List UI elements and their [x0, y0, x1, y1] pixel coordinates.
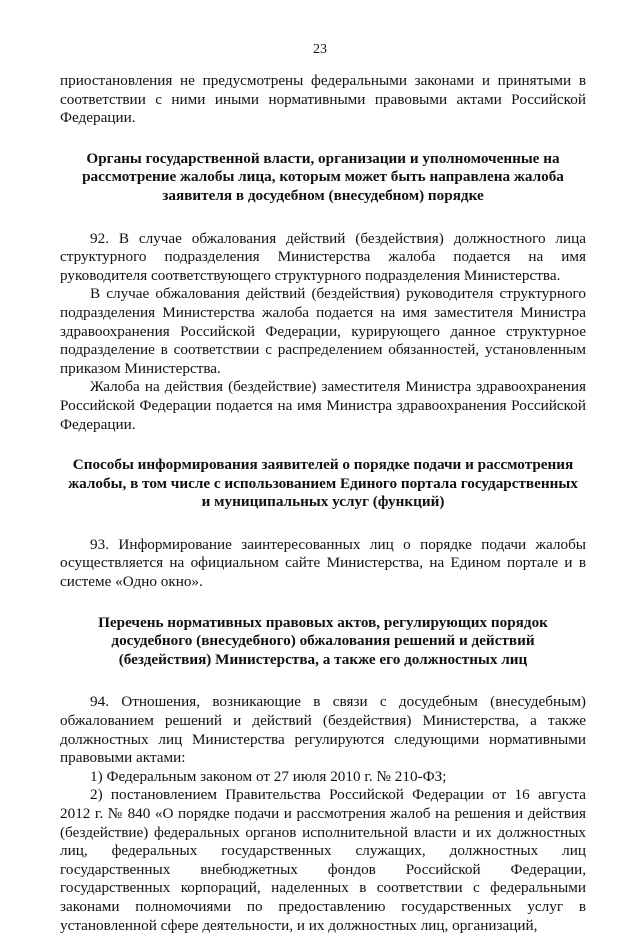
paragraph-92: 92. В случае обжалования действий (бездействия) должностного лица структурного подразделения Министерства жалоба подается на имя руководителя соответствующего структурного подразделения Министерства.	[60, 229, 586, 284]
paragraph-continuation: приостановления не предусмотрены федеральными законами и принятыми в соответствии с ними иными нормативными правовыми актами Российской Федерации.	[60, 72, 586, 127]
list-item-1: 1) Федеральным законом от 27 июля 2010 г. № 210-ФЗ;	[90, 767, 447, 785]
list-item-2: 2) постановлением Правительства Российской Федерации от 16 августа 2012 г. № 840 «О порядке подачи и рассмотрения жалоб на решения и действия (бездействие) федеральных органов исполнительной власти и их должностных лиц, федеральных государственных служащих, должностных лиц государственных внебюджетных фондов Российской Федерации, государственных корпораций, наделенных в соответствии с федеральными законами полномочиями по предоставлению государственных услуг в установленной сфере деятельности, и их должностных лиц, организаций,	[60, 786, 586, 934]
paragraph-93: 93. Информирование заинтересованных лиц о порядке подачи жалобы осуществляется на официальном сайте Министерства, на Едином портале и в системе «Одно окно».	[60, 535, 586, 591]
paragraph-92-structural-head: В случае обжалования действий (бездействия) руководителя структурного подразделения Министерства жалоба подается на имя заместителя Министра здравоохранения Российской Федерации, курирующего данное структурное подразделение в соответствии с распределением обязанностей, установленным приказом Министерства.	[60, 285, 586, 377]
page-number: 23	[313, 42, 327, 57]
document-body	[60, 72, 586, 935]
section-heading-legal-acts: Перечень нормативных правовых актов, регулирующих порядок досудебного (внесудебного) обжалования решений и действий (бездействия) Министерства, а также его должностных лиц	[98, 613, 548, 668]
paragraph-94: 94. Отношения, возникающие в связи с досудебным (внесудебным) обжалованием решений и действий (бездействия) Министерства, а также должностных лиц Министерства регулируются следующими нормативными правовыми актами:	[60, 693, 586, 767]
section-heading-informing-methods: Способы информирования заявителей о порядке подачи и рассмотрения жалобы, в том числе с использованием Единого портала государственных и муниципальных услуг (функций)	[68, 456, 578, 511]
section-heading-complaint-authorities: Органы государственной власти, организации и уполномоченные на рассмотрение жалобы лица, которым может быть направлена жалоба заявителя в досудебном (внесудебном) порядке	[82, 149, 564, 204]
paragraph-92-deputy-minister: Жалоба на действия (бездействие) заместителя Министра здравоохранения Российской Федерации подается на имя Министра здравоохранения Российской Федерации.	[60, 378, 586, 433]
